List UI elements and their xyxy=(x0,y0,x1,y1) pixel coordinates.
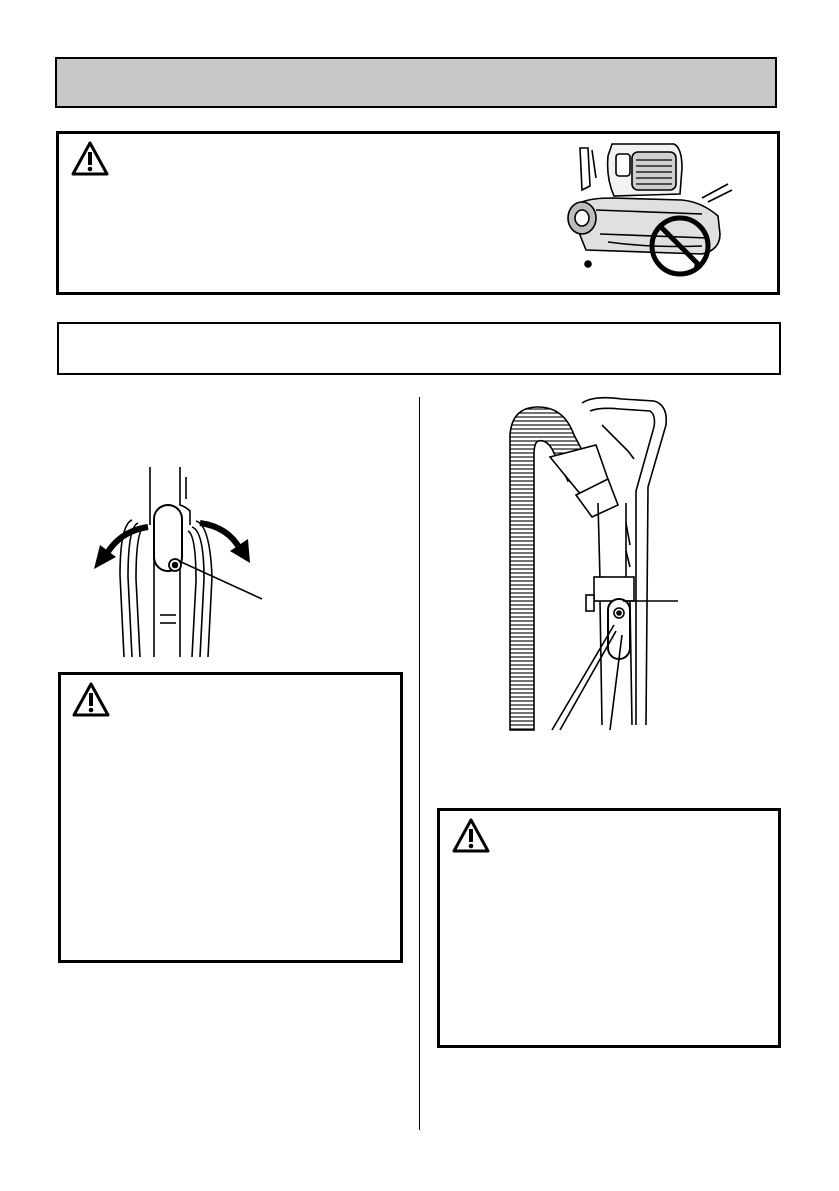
column-divider xyxy=(419,397,420,1130)
section-title-bar xyxy=(55,57,777,108)
left-warning-box xyxy=(58,672,403,963)
note-bar xyxy=(57,322,781,375)
top-warning-box xyxy=(56,131,780,295)
warning-triangle-icon xyxy=(71,681,111,719)
right-warning-box xyxy=(437,808,781,1048)
warning-triangle-icon xyxy=(451,817,491,855)
warning-triangle-icon xyxy=(70,140,110,178)
cord-hook-rotation-illustration xyxy=(80,465,280,660)
vacuum-base-prohibited-illustration xyxy=(552,138,752,278)
hose-handle-illustration xyxy=(490,395,700,735)
